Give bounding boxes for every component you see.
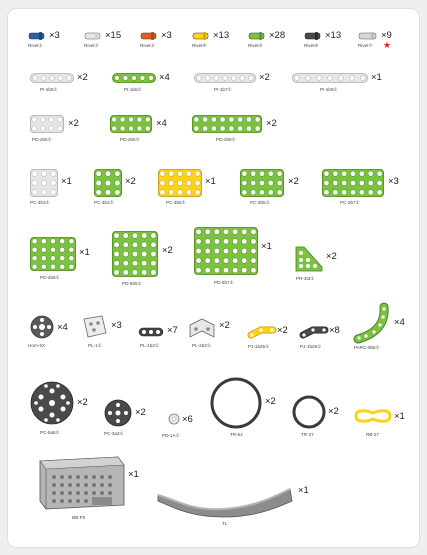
misc-pj1b25 [248, 325, 288, 349]
beam-3-icon [194, 73, 256, 83]
beam-2-label: PI-1b5② [124, 87, 142, 92]
round-rb27-label: RB-27 [366, 432, 380, 437]
beam-4-qty: ×1 [371, 72, 382, 83]
rivet-4-qty: ×13 [213, 30, 230, 41]
pj1b25-icon [248, 327, 276, 339]
round-pd1a-label: PD-1A① [162, 433, 180, 438]
plate2-1-icon [30, 115, 64, 133]
horn-icon [30, 315, 54, 339]
beam-2 [112, 72, 170, 92]
plate3-1-label: PC-3b3① [30, 200, 50, 205]
large-tl [154, 475, 309, 526]
rivet-3-qty: ×3 [161, 30, 172, 41]
plate3-4-qty: ×2 [288, 176, 299, 187]
rivet-6-qty: ×13 [325, 30, 342, 41]
misc-pl1-label: PL-1① [88, 343, 102, 348]
rivet-7-qty: ×9 [381, 30, 392, 41]
plate2-3 [192, 115, 277, 142]
plate2-1-label: PD-2b5① [32, 137, 52, 142]
plate3-1-icon [30, 169, 58, 197]
plate5-1-label: PD-4b5① [40, 275, 60, 280]
beam-2-icon [112, 73, 156, 83]
bbf8-box-icon [30, 455, 126, 511]
beam-4-icon [292, 73, 368, 83]
plate3-5 [322, 169, 399, 205]
plate3-3-qty: ×1 [205, 176, 216, 187]
round-tr37-qty: ×2 [328, 406, 339, 417]
rivet-7 [358, 30, 392, 50]
rivet-7-label: Rivet⑦ [358, 43, 373, 48]
tr62-ring-icon [210, 377, 262, 429]
round-tr62-qty: ×2 [265, 396, 276, 407]
plate5-1 [30, 237, 90, 280]
rivet-5 [248, 30, 286, 48]
large-bbf8 [30, 455, 139, 520]
round-pd1a-qty: ×6 [182, 414, 193, 425]
round-pc5a5-label: PC-5a5① [40, 430, 60, 435]
plate5-2 [112, 231, 173, 286]
misc-pj1b29 [300, 325, 340, 349]
plate2-2 [110, 115, 167, 142]
large-bbf8-qty: ×1 [128, 469, 139, 480]
rivet-1 [28, 30, 60, 48]
plate5-2-qty: ×2 [162, 245, 173, 256]
misc-pj1b29-label: PJ-1b29① [300, 344, 322, 349]
plate3-4-label: PC-3b5② [250, 200, 270, 205]
plate3-2 [94, 169, 136, 205]
rivet-7-star-icon: ★ [383, 40, 392, 50]
plate5-4-icon [294, 245, 324, 273]
rivet-3-label: Rivet③ [140, 43, 155, 48]
rivet-7-icon [358, 31, 378, 41]
plate3-3-label: PC-3b5① [166, 200, 186, 205]
beam-3-qty: ×2 [259, 72, 270, 83]
parts-sheet [7, 8, 420, 548]
rivet-2-icon [84, 31, 102, 41]
misc-pl1b2-qty: ×7 [167, 325, 178, 336]
round-tr37 [292, 395, 339, 437]
plate3-5-qty: ×3 [388, 176, 399, 187]
plate3-2-qty: ×2 [125, 176, 136, 187]
plate5-2-label: PD-5b5① [122, 281, 142, 286]
misc-horn-label: Horn-5X [28, 343, 46, 348]
rivet-5-label: Rivet⑤ [248, 43, 263, 48]
tr37-ring-icon [292, 395, 326, 429]
plate5-4 [294, 245, 337, 281]
plate3-1 [30, 169, 72, 205]
plate5-3-icon [194, 227, 258, 275]
rivet-1-qty: ×3 [49, 30, 60, 41]
misc-parc-qty: ×4 [394, 317, 405, 328]
misc-pl2b2-qty: ×2 [219, 320, 230, 331]
pc3a3-icon [104, 399, 132, 427]
beam-4 [292, 72, 382, 92]
rivet-3 [140, 30, 172, 48]
plate5-3-label: PD-5b7① [214, 280, 234, 285]
round-rb27 [352, 407, 405, 437]
round-tr37-label: TR-37 [301, 432, 314, 437]
misc-pl2b2-label: PL-2b2① [192, 343, 211, 348]
misc-horn-qty: ×4 [57, 322, 68, 333]
plate2-2-label: PD-2b5② [120, 137, 140, 142]
parc-icon [352, 303, 392, 343]
plate3-1-qty: ×1 [61, 176, 72, 187]
plate3-2-icon [94, 169, 122, 197]
misc-pj1b25-label: PJ-1b25① [248, 344, 270, 349]
plate3-5-icon [322, 169, 384, 197]
misc-pl1-qty: ×3 [111, 320, 122, 331]
rivet-5-qty: ×28 [269, 30, 286, 41]
large-tl-qty: ×1 [298, 485, 309, 496]
pc5a5-icon [30, 381, 74, 425]
round-rb27-qty: ×1 [394, 411, 405, 422]
misc-pl1b2 [138, 325, 178, 348]
round-pd1a [162, 413, 193, 438]
plate3-4 [240, 169, 299, 205]
beam-1 [30, 72, 88, 92]
plate5-4-label: PR-3t3① [296, 276, 315, 281]
beam-3 [194, 72, 270, 92]
plate2-3-qty: ×2 [266, 118, 277, 129]
rivet-1-label: Rivet① [28, 43, 43, 48]
misc-pl1 [82, 315, 122, 348]
round-pc3a3 [104, 399, 146, 436]
rivet-4 [192, 30, 230, 48]
rivet-6-label: Rivet⑥ [304, 43, 319, 48]
rivet-6-icon [304, 31, 322, 41]
misc-parc-label: PARC-9b5① [354, 345, 380, 350]
beam-1-label: PI-1b5① [40, 87, 58, 92]
plate5-1-icon [30, 237, 76, 271]
plate5-2-icon [112, 231, 158, 277]
pj1b29-icon [300, 327, 328, 339]
beam-1-qty: ×2 [77, 72, 88, 83]
misc-pl2b2 [188, 315, 230, 348]
rivet-1-icon [28, 31, 46, 41]
pl2b2-icon [188, 315, 216, 339]
plate3-3 [158, 169, 216, 205]
round-pc5a5 [30, 381, 88, 435]
plate3-5-label: PC-3b7① [340, 200, 360, 205]
plate5-1-qty: ×1 [79, 247, 90, 258]
plate5-4-qty: ×2 [326, 251, 337, 262]
round-pc3a3-label: PC-3a3① [104, 431, 124, 436]
misc-parc [352, 303, 405, 350]
rb27-band-icon [352, 407, 394, 425]
plate2-3-icon [192, 115, 262, 133]
beam-4-label: PI-1b9① [320, 87, 338, 92]
large-tl-label: TL [222, 521, 228, 526]
rivet-2 [84, 30, 122, 48]
rivet-5-icon [248, 31, 266, 41]
rivet-6 [304, 30, 342, 48]
tl-track-icon [154, 475, 294, 517]
round-pc3a3-qty: ×2 [135, 407, 146, 418]
plate2-1-qty: ×2 [68, 118, 79, 129]
beam-3-label: PI-1b7① [214, 87, 232, 92]
pl1-icon [82, 315, 108, 339]
rivet-4-icon [192, 31, 210, 41]
misc-pj1b25-qty: ×2 [277, 325, 288, 336]
plate3-4-icon [240, 169, 284, 197]
rivet-4-label: Rivet④ [192, 43, 207, 48]
pl1b2-icon [138, 327, 164, 337]
plate3-3-icon [158, 169, 202, 197]
plate5-3-qty: ×1 [261, 241, 272, 252]
plate5-3 [194, 227, 272, 285]
beam-2-qty: ×4 [159, 72, 170, 83]
rivet-2-qty: ×15 [105, 30, 122, 41]
large-bbf8-label: BB-F8 [72, 515, 86, 520]
beam-1-icon [30, 73, 74, 83]
plate3-2-label: PC-3b3② [94, 200, 114, 205]
round-tr62 [210, 377, 276, 437]
rivet-3-icon [140, 31, 158, 41]
plate2-2-icon [110, 115, 152, 133]
pd1a-icon [168, 413, 180, 425]
plate2-2-qty: ×4 [156, 118, 167, 129]
plate2-1 [30, 115, 79, 142]
round-pc5a5-qty: ×2 [77, 397, 88, 408]
misc-pl1b2-label: PL-1b2① [140, 343, 159, 348]
plate2-3-label: PD-2b8① [216, 137, 236, 142]
round-tr62-label: TR-62 [230, 432, 243, 437]
misc-pj1b29-qty: ×8 [329, 325, 340, 336]
rivet-2-label: Rivet② [84, 43, 99, 48]
misc-horn [28, 315, 68, 348]
